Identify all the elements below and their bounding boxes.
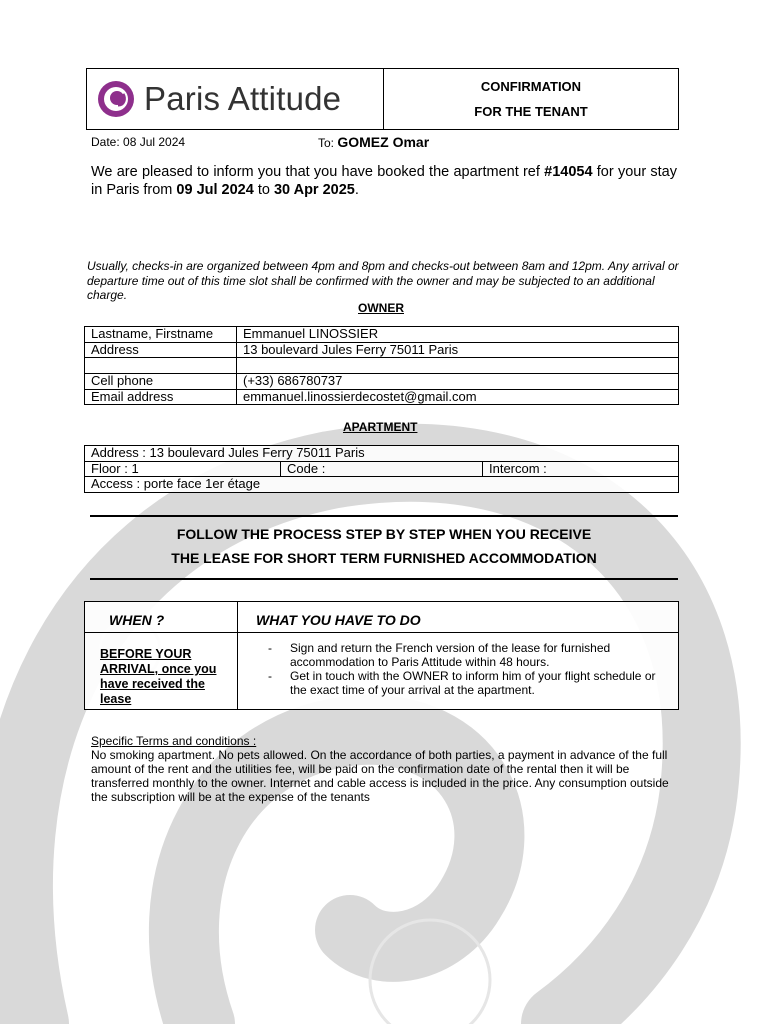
apartment-section-title: APARTMENT (343, 420, 418, 434)
owner-value: emmanuel.linossierdecostet@gmail.com (237, 389, 679, 405)
intro-text: to (253, 182, 274, 198)
process-table (84, 601, 679, 710)
owner-label: Lastname, Firstname (85, 327, 237, 343)
divider (90, 578, 678, 580)
tenant-name: GOMEZ Omar (337, 134, 430, 150)
step-dash: - (268, 641, 272, 655)
apartment-ref: #14054 (544, 164, 593, 180)
owner-row (85, 374, 679, 390)
header-title-line1: CONFIRMATION (480, 79, 582, 94)
owner-row (85, 327, 679, 343)
recipient (318, 134, 429, 150)
follow-process-heading (90, 522, 678, 570)
process-header-row (85, 602, 679, 633)
apartment-code: Code : (281, 461, 483, 477)
owner-label: Cell phone (85, 374, 237, 390)
apartment-row (85, 461, 679, 477)
owner-label: Address (85, 342, 237, 358)
header-box (86, 68, 679, 130)
intro-text: . (354, 182, 359, 198)
apartment-floor: Floor : 1 (85, 461, 281, 477)
when-header: WHEN ? (85, 602, 238, 633)
owner-table (84, 326, 679, 405)
intro-text: for your stay in Paris from (91, 164, 677, 198)
owner-row (85, 358, 679, 374)
terms-text: No smoking apartment. No pets allowed. On the accordance of both parties, a payment in advance of the full amount of the rent and the utilities fee, will be paid on the confirmation date of the rental then it will be transferred monthly to the owner. Internet and cable access is included in the price. Any consumption outside the subscription will be at the expense of the tenants (91, 748, 669, 804)
apartment-row (85, 477, 679, 493)
intro-text: We are pleased to inform you that you have booked the apartment ref (91, 164, 545, 180)
follow-line2: THE LEASE FOR SHORT TERM FURNISHED ACCOMMODATION (171, 550, 597, 566)
stay-start-date: 09 Jul 2024 (176, 182, 254, 198)
owner-row (85, 342, 679, 358)
owner-label (85, 358, 237, 374)
apartment-row (85, 446, 679, 462)
apartment-table (84, 445, 679, 493)
owner-value: (+33) 686780737 (237, 374, 679, 390)
apartment-access: Access : porte face 1er étage (85, 477, 679, 493)
owner-label: Email address (85, 389, 237, 405)
process-row (85, 633, 679, 710)
paris-attitude-logo-icon (96, 79, 136, 119)
owner-value: 13 boulevard Jules Ferry 75011 Paris (237, 342, 679, 358)
step-text: Get in touch with the OWNER to inform him of your flight schedule or the exact time of your arrival at the apartment. (290, 669, 656, 697)
apartment-address: Address : 13 boulevard Jules Ferry 75011 Paris (85, 446, 679, 462)
owner-value: Emmanuel LINOSSIER (237, 327, 679, 343)
divider (90, 515, 678, 517)
owner-section-title: OWNER (358, 301, 404, 315)
checkin-note: Usually, checks-in are organized between 4pm and 8pm and checks-out between 8am and 12pm. Any arrival or departure time out of this time slot shall be confirmed with the owner and may be subjected to an additional charge. (87, 259, 679, 302)
step-text: Sign and return the French version of the lease for furnished accommodation to Paris Attitude within 48 hours. (290, 641, 611, 669)
step-dash: - (268, 669, 272, 683)
logo-wordmark: Paris Attitude (144, 80, 342, 117)
owner-row (85, 389, 679, 405)
what-header: WHAT YOU HAVE TO DO (238, 602, 679, 633)
before-arrival-label: BEFORE YOUR ARRIVAL, once you have received the lease (85, 633, 238, 710)
specific-terms (91, 734, 677, 804)
booking-intro (91, 163, 677, 199)
apartment-intercom: Intercom : (483, 461, 679, 477)
process-steps (238, 633, 679, 710)
header-title (384, 69, 678, 129)
owner-value (237, 358, 679, 374)
process-step (268, 641, 670, 669)
issue-date: Date: 08 Jul 2024 (91, 135, 186, 149)
terms-label: Specific Terms and conditions : (91, 734, 257, 748)
follow-line1: FOLLOW THE PROCESS STEP BY STEP WHEN YOU RECEIVE (176, 526, 592, 542)
logo (87, 69, 384, 129)
process-step (268, 669, 670, 697)
stay-end-date: 30 Apr 2025 (273, 182, 355, 198)
recipient-label: To: (318, 136, 338, 150)
header-title-line2: FOR THE TENANT (474, 104, 588, 119)
